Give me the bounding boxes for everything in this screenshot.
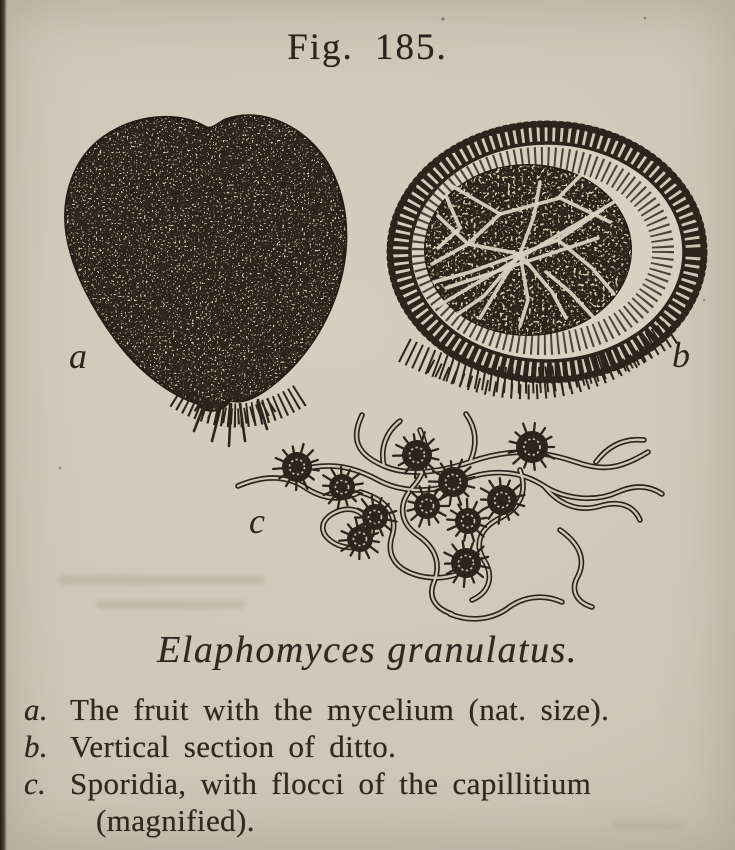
- figure-label-c: c: [249, 501, 265, 541]
- sporidium: [444, 541, 488, 587]
- sporidium: [447, 499, 487, 541]
- legend-letter-c: c.: [24, 766, 47, 801]
- legend-item-a: [24, 691, 726, 728]
- legend-item-c: [24, 765, 726, 802]
- legend-continuation: (magnified).: [96, 803, 255, 838]
- figure-number-title: Fig. 185.: [287, 27, 448, 68]
- figure-label-a: a: [69, 336, 87, 376]
- figure-legend: [24, 691, 726, 839]
- ink-bleedthrough-smudge: [96, 600, 244, 609]
- ink-bleedthrough-smudge: [58, 575, 266, 585]
- ink-bleedthrough-smudge: [612, 822, 682, 829]
- sporidium: [273, 444, 319, 490]
- legend-item-b: [24, 728, 726, 765]
- legend-letter-a: a.: [24, 692, 49, 727]
- figure-label-b: b: [672, 335, 690, 375]
- legend-text-a: The fruit with the mycelium (nat. size).: [70, 692, 610, 727]
- legend-text-b: Vertical section of ditto.: [70, 729, 397, 764]
- species-name-caption: Elaphomyces granulatus.: [157, 629, 578, 671]
- illustration-c-sporidia-flocci: [238, 414, 662, 619]
- legend-letter-b: b.: [24, 729, 49, 764]
- legend-text-c: Sporidia, with flocci of the capillitium: [70, 766, 592, 801]
- illustration-b-vertical-section: [390, 124, 704, 392]
- sporidium: [509, 423, 554, 470]
- illustration-a-fruit-body: [66, 116, 346, 446]
